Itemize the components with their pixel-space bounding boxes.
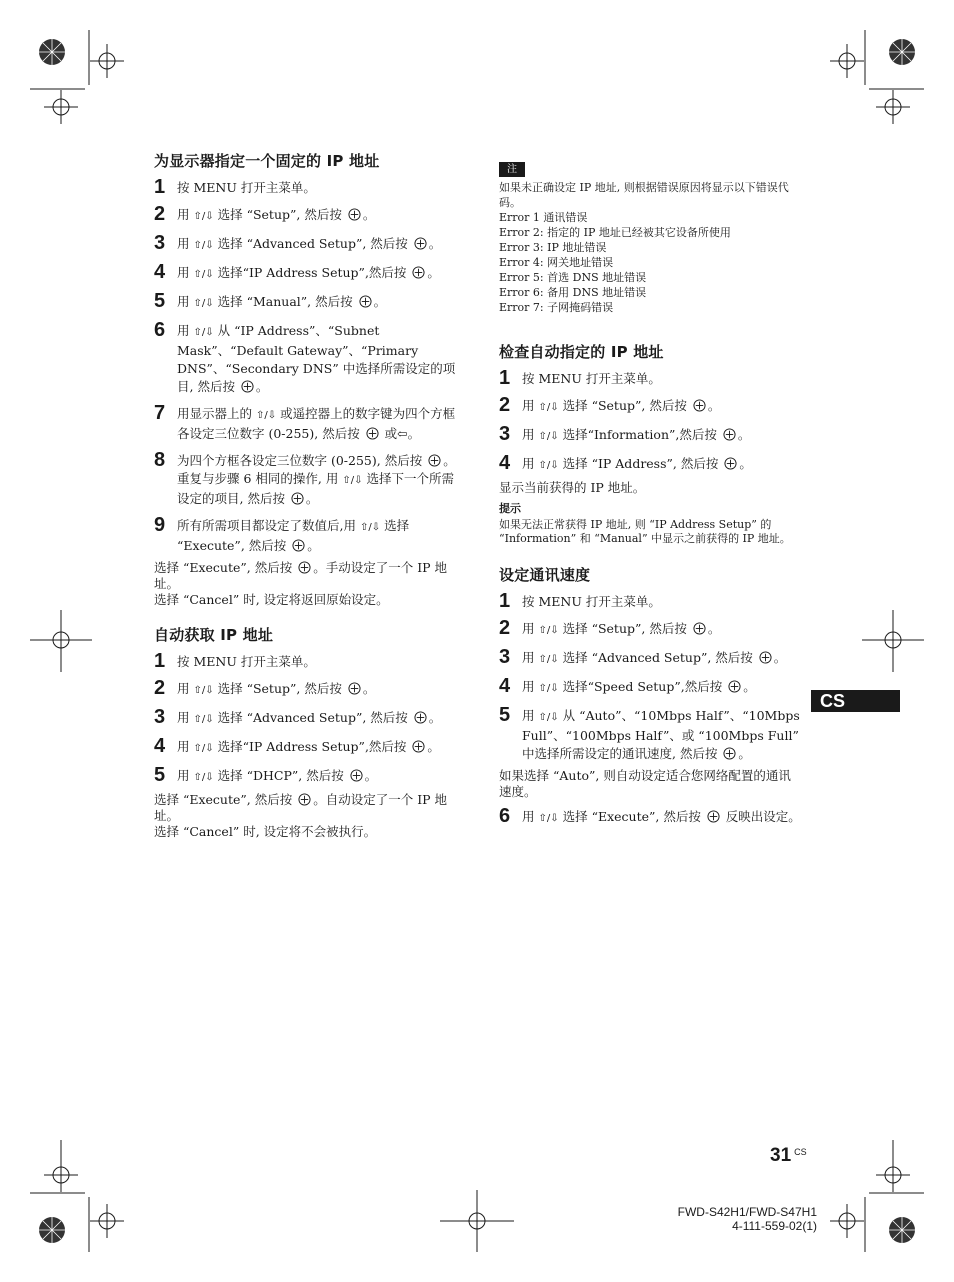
language-tab: CS [811, 690, 900, 712]
ok-button-icon [707, 810, 720, 823]
result-text: 如果选择 “Auto”, 则自动设定适合您网络配置的通讯速度。 [499, 768, 791, 799]
ok-button-icon [759, 651, 772, 664]
up-down-icon: ⇧/⇩ [538, 813, 559, 824]
ok-button-icon [412, 740, 425, 753]
ok-button-icon [723, 747, 736, 760]
step: 1 按 MENU 打开主菜单。 [154, 650, 316, 672]
up-down-icon: ⇧/⇩ [538, 625, 559, 636]
ok-button-icon [414, 237, 427, 250]
step-number: 4 [499, 452, 511, 474]
step: 6 用 ⇧/⇩ 从 “IP Address”、“Subnet Mask”、“Default Gateway”、“Primary DNS”、“Secondary DNS” 中选择所需设定的项目, 然后按 。 [154, 319, 456, 394]
up-down-icon: ⇧/⇩ [538, 431, 559, 442]
error-item: Error 6: 备用 DNS 地址错误 [499, 286, 647, 299]
step-number: 1 [499, 590, 511, 612]
step-number: 5 [154, 290, 166, 312]
step-number: 3 [154, 706, 166, 728]
step-number: 4 [154, 261, 166, 283]
step: 1 按 MENU 打开主菜单。 [499, 367, 661, 389]
up-down-icon: ⇧/⇩ [538, 402, 559, 413]
up-down-icon: ⇧/⇩ [193, 240, 214, 251]
error-item: Error 2: 指定的 IP 地址已经被其它设备所使用 [499, 226, 731, 239]
result-text: 显示当前获得的 IP 地址。 [499, 480, 646, 495]
step-number: 3 [154, 232, 166, 254]
result-text: 选择 “Execute”, 然后按 。手动设定了一个 IP 地址。 [154, 560, 448, 591]
up-down-icon: ⇧/⇩ [193, 685, 214, 696]
ok-button-icon [292, 539, 305, 552]
step: 3 用 ⇧/⇩ 选择 “Advanced Setup”, 然后按 。 [154, 706, 442, 728]
page-number: 31 $^{CS}$ [770, 1145, 807, 1166]
part-number: 4-111-559-02(1) [732, 1219, 817, 1233]
ok-button-icon [693, 399, 706, 412]
hint-text: 如果无法正常获得 IP 地址, 则 “IP Address Setup” 的 “Information” 和 “Manual” 中显示之前获得的 IP 地址。 [499, 518, 791, 545]
error-item: Error 4: 网关地址错误 [499, 256, 614, 269]
step-number: 5 [154, 764, 166, 786]
ok-button-icon [366, 427, 379, 440]
step: 3 用 ⇧/⇩ 选择 “Advanced Setup”, 然后按 。 [499, 646, 787, 668]
step: 1 按 MENU 打开主菜单。 [154, 176, 316, 198]
ok-button-icon [728, 680, 741, 693]
note-intro: 如果未正确设定 IP 地址, 则根据错误原因将显示以下错误代码。 [499, 181, 789, 209]
cancel-text: 选择 “Cancel” 时, 设定将不会被执行。 [154, 824, 377, 839]
ok-button-icon [693, 622, 706, 635]
error-item: Error 5: 首选 DNS 地址错误 [499, 271, 647, 284]
up-down-icon: ⇧/⇩ [255, 410, 277, 421]
up-down-icon: ⇧/⇩ [342, 475, 363, 486]
ok-button-icon [291, 492, 304, 505]
ok-button-icon [723, 428, 736, 441]
step: 4 用 ⇧/⇩ 选择“Speed Setup”,然后按 。 [499, 675, 756, 697]
ok-button-icon [359, 295, 372, 308]
step-number: 4 [499, 675, 511, 697]
step: 2 用 ⇧/⇩ 选择 “Setup”, 然后按 。 [154, 677, 376, 699]
ok-button-icon [298, 793, 311, 806]
step: 4 用 ⇧/⇩ 选择“IP Address Setup”,然后按 。 [154, 261, 440, 283]
up-down-icon: ⇧/⇩ [359, 522, 381, 533]
step-number: 5 [499, 704, 511, 726]
step-number: 1 [154, 650, 166, 672]
step: 6 用 ⇧/⇩ 选择 “Execute”, 然后按 反映出设定。 [499, 805, 801, 827]
up-down-icon: ⇧/⇩ [193, 714, 214, 725]
section-title-auto-ip: 自动获取 IP 地址 [154, 626, 274, 644]
step-number: 2 [154, 203, 166, 225]
ok-button-icon [241, 380, 254, 393]
hint-label: 提示 [499, 502, 521, 515]
step-number: 9 [154, 514, 166, 536]
step-number: 2 [499, 617, 511, 639]
step: 7 用显示器上的 ⇧/⇩ 或遥控器上的数字键为四个方框各设定三位数字 (0-255), 然后按 或⇦。 [154, 402, 456, 441]
up-down-icon: ⇧/⇩ [193, 269, 214, 280]
step: 9 所有所需项目都设定了数值后,用 ⇧/⇩ 选择 “Execute”, 然后按 。 [154, 514, 410, 553]
note-label: 注 [499, 162, 525, 177]
step: 1 按 MENU 打开主菜单。 [499, 590, 661, 612]
ok-button-icon [298, 561, 311, 574]
step: 5 用 ⇧/⇩ 选择 “Manual”, 然后按 。 [154, 290, 387, 312]
section-title-fixed-ip: 为显示器指定一个固定的 IP 地址 [154, 152, 380, 170]
right-column [499, 157, 801, 837]
up-down-icon: ⇧/⇩ [538, 654, 559, 665]
section-title-check-ip: 检查自动指定的 IP 地址 [499, 343, 664, 361]
step-number: 2 [154, 677, 166, 699]
step-number: 6 [499, 805, 511, 827]
error-item: Error 7: 子网掩码错误 [499, 301, 614, 314]
up-down-icon: ⇧/⇩ [193, 327, 214, 338]
step: 3 用 ⇧/⇩ 选择“Information”,然后按 。 [499, 423, 751, 445]
step-number: 4 [154, 735, 166, 757]
ok-button-icon [724, 457, 737, 470]
up-down-icon: ⇧/⇩ [538, 712, 559, 723]
step-number: 1 [499, 367, 511, 389]
ok-button-icon [348, 208, 361, 221]
result-text: 选择 “Execute”, 然后按 。自动设定了一个 IP 地址。 [154, 792, 448, 823]
step: 4 用 ⇧/⇩ 选择“IP Address Setup”,然后按 。 [154, 735, 440, 757]
up-down-icon: ⇧/⇩ [193, 772, 214, 783]
step-number: 3 [499, 423, 511, 445]
step: 4 用 ⇧/⇩ 选择 “IP Address”, 然后按 。 [499, 452, 752, 474]
error-item: Error 3: IP 地址错误 [499, 241, 607, 254]
up-down-icon: ⇧/⇩ [538, 683, 559, 694]
up-down-icon: ⇧/⇩ [193, 743, 214, 754]
up-down-icon: ⇧/⇩ [193, 298, 214, 309]
step: 5 用 ⇧/⇩ 选择 “DHCP”, 然后按 。 [154, 764, 378, 786]
step-number: 7 [154, 402, 166, 424]
up-down-icon: ⇧/⇩ [193, 211, 214, 222]
footer-model [660, 1205, 817, 1233]
cancel-text: 选择 “Cancel” 时, 设定将返回原始设定。 [154, 592, 389, 607]
ok-button-icon [414, 711, 427, 724]
section-title-speed: 设定通讯速度 [499, 566, 591, 584]
step: 2 用 ⇧/⇩ 选择 “Setup”, 然后按 。 [499, 617, 721, 639]
step: 2 用 ⇧/⇩ 选择 “Setup”, 然后按 。 [154, 203, 376, 225]
step-number: 3 [499, 646, 511, 668]
model-number: FWD-S42H1/FWD-S47H1 [677, 1205, 817, 1219]
step: 3 用 ⇧/⇩ 选择 “Advanced Setup”, 然后按 。 [154, 232, 442, 254]
step-number: 6 [154, 319, 166, 341]
up-down-icon: ⇧/⇩ [538, 460, 559, 471]
step: 5 用 ⇧/⇩ 从 “Auto”、“10Mbps Half”、“10Mbps Full”、“100Mbps Half”、或 “100Mbps Full” 中选择所需设定的通讯速度, 然后按 。 [499, 704, 800, 761]
step: 8 为四个方框各设定三位数字 (0-255), 然后按 。重复与步骤 6 相同的操作, 用 ⇧/⇩ 选择下一个所需设定的项目, 然后按 。 [154, 449, 456, 506]
step-number: 1 [154, 176, 166, 198]
left-column [154, 150, 456, 840]
ok-button-icon [412, 266, 425, 279]
step-number: 2 [499, 394, 511, 416]
ok-button-icon [348, 682, 361, 695]
ok-button-icon [428, 454, 441, 467]
error-item: Error 1 通讯错误 [499, 211, 588, 224]
step-number: 8 [154, 449, 166, 471]
step: 2 用 ⇧/⇩ 选择 “Setup”, 然后按 。 [499, 394, 721, 416]
ok-button-icon [350, 769, 363, 782]
